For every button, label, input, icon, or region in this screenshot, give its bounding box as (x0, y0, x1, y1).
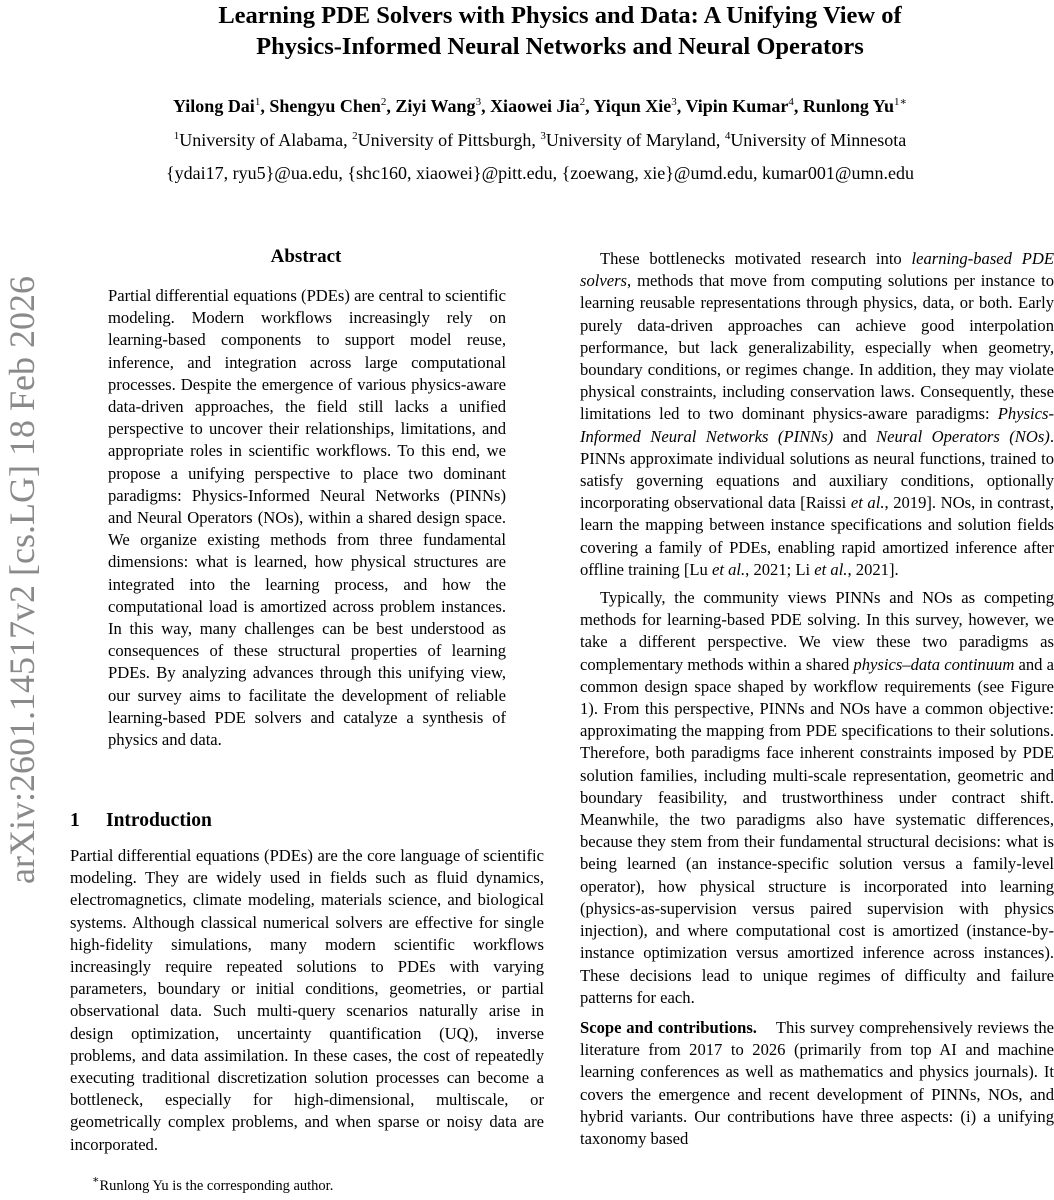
affiliation: $^4$University of Minnesota (724, 130, 907, 150)
email-list: {ydai17, ryu5}@ua.edu, {shc160, xiaowei}@pitt.edu, {zoewang, xie}@umd.edu, kumar001@umn.edu (166, 163, 914, 183)
affiliation: $^2$University of Pittsburgh, (352, 130, 541, 150)
footnote-mark: ∗ (92, 1174, 100, 1186)
introduction-body (70, 845, 544, 1156)
author: Xiaowei Jia$^2$, (490, 96, 594, 116)
author: Ziyi Wang$^3$, (395, 96, 491, 116)
affiliation: $^3$University of Maryland, (540, 130, 725, 150)
section-title: Introduction (106, 810, 212, 831)
abstract-heading: Abstract (270, 246, 342, 267)
title-line-2: Physics-Informed Neural Networks and Neural Operators (256, 33, 864, 60)
paragraph-learning-based-solvers: These bottlenecks motivated research into learning-based PDE solvers, methods that move from computing solutions per instance to learning reusable representations through physics, data, or both. Early purely data-driven approaches can achieve good interpolation performance, but lack generalizability, especially when geometry, boundary conditions, or regimes change. In addition, they may violate physical constraints, including conservation laws. Consequently, these limitations led to two dominant physics-aware paradigms: Physics-Informed Neural Networks (PINNs) and Neural Operators (NOs). PINNs approximate individual solutions as neural functions, trained to satisfy governing equations and auxiliary conditions, optionally incorporating observational data [Raissi et al., 2019]. NOs, in contrast, learn the mapping between instance specifications and solution fields covering a family of PDEs, enabling rapid amortized inference after offline training [Lu et al., 2021; Li et al., 2021]. (580, 249, 1054, 579)
paragraph-perspective: Typically, the community views PINNs and NOs as competing methods for learning-based PDE solving. In this survey, however, we take a different perspective. We view these two paradigms as complementary methods within a shared physics–data continuum and a common design space shaped by workflow requirements (see Figure 1). From this perspective, PINNs and NOs have a common objective: approximating the mapping from PDE specifications to their solutions. Therefore, both paradigms face inherent constraints imposed by PDE solution families, including multi-scale representation, geometric and boundary feasibility, and trustworthiness under contract shift. Meanwhile, the two paradigms also have systematic differences, because they stem from their fundamental structural decisions: what is being learned (an instance-specific solution versus a family-level operator), how physical structure is incorporated into learning (physics-as-supervision versus paired supervision with physics injection), and where computational cost is amortized (instance-by-instance optimization versus amortized inference across instances). These decisions lead to unique regimes of difficulty and failure patterns for each. (580, 588, 1054, 1007)
author: Yiqun Xie$^3$, (593, 96, 686, 116)
arxiv-stamp: arXiv:2601.14517v2 [cs.LG] 18 Feb 2026 (2, 276, 42, 884)
title-line-1: Learning PDE Solvers with Physics and Data: A Unifying View of (218, 2, 902, 29)
footnote (92, 1174, 334, 1195)
paragraph-scope: Scope and contributions. This survey comprehensively reviews the literature from 2017 to 2026 (primarily from top AI and machine learning conferences as well as mathematics and physics journals). It covers the emergence and recent development of PINNs, NOs, and hybrid variants. Our contributions have three aspects: (i) a unifying taxonomy based (580, 1017, 1054, 1148)
footnote-text: Runlong Yu is the corresponding author. (99, 1178, 334, 1194)
author: Vipin Kumar$^4$, (685, 96, 803, 116)
introduction-paragraph: Partial differential equations (PDEs) are the core language of scientific modeling. They are widely used in fields such as fluid dynamics, electromagnetics, climate modeling, materials science, and biological systems. Although classical numerical solvers are effective for single high-fidelity simulations, many modern scientific workflows increasingly require repeated solutions to PDEs with varying parameters, boundary or initial conditions, geometries, or partial observational data. Such multi-query scenarios naturally arise in design optimization, uncertainty quantification (UQ), inverse problems, and data assimilation. In these cases, the cost of repeatedly executing traditional discretization solution processes can become a bottleneck, especially for high-dimensional, multiscale, or geometrically complex problems, and when sparse or noisy data are incorporated. (70, 846, 544, 1154)
run-in-heading: Scope and contributions. (580, 1017, 757, 1037)
section-number: 1 (70, 810, 80, 831)
right-column (580, 248, 1054, 1150)
author: Runlong $Yu^{1∗}$ (802, 96, 908, 116)
author-list (40, 94, 1040, 118)
author: Yilong Dai$^1$, (172, 96, 270, 116)
author: Shengyu Chen$^2$, (269, 96, 396, 116)
section-heading-introduction (70, 810, 212, 832)
paper-title (150, 0, 970, 62)
affiliation: $^1$University of Alabama, (173, 130, 353, 150)
abstract-body (108, 285, 506, 751)
abstract-text: Partial differential equations (PDEs) are central to scientific modeling. Modern workflows increasingly rely on learning-based components to support model reuse, inference, and integration across large computational processes. Despite the emergence of various physics-aware data-driven approaches, the field still lacks a unified perspective to uncover their relationships, limitations, and appropriate roles in scientific workflows. To this end, we propose a unifying perspective to place two dominant paradigms: Physics-Informed Neural Networks (PINNs) and Neural Operators (NOs), within a shared design space. We organize existing methods from three fundamental dimensions: what is learned, how physical structures are integrated into the learning process, and how the computational load is amortized across problem instances. In this way, many challenges can be best understood as consequences of these structural properties of learning PDEs. By analyzing advances through this unifying view, our survey aims to facilitate the development of reliable learning-based PDE solvers and catalyze a synthesis of physics and data. (108, 286, 506, 750)
affiliation-list (40, 128, 1040, 152)
